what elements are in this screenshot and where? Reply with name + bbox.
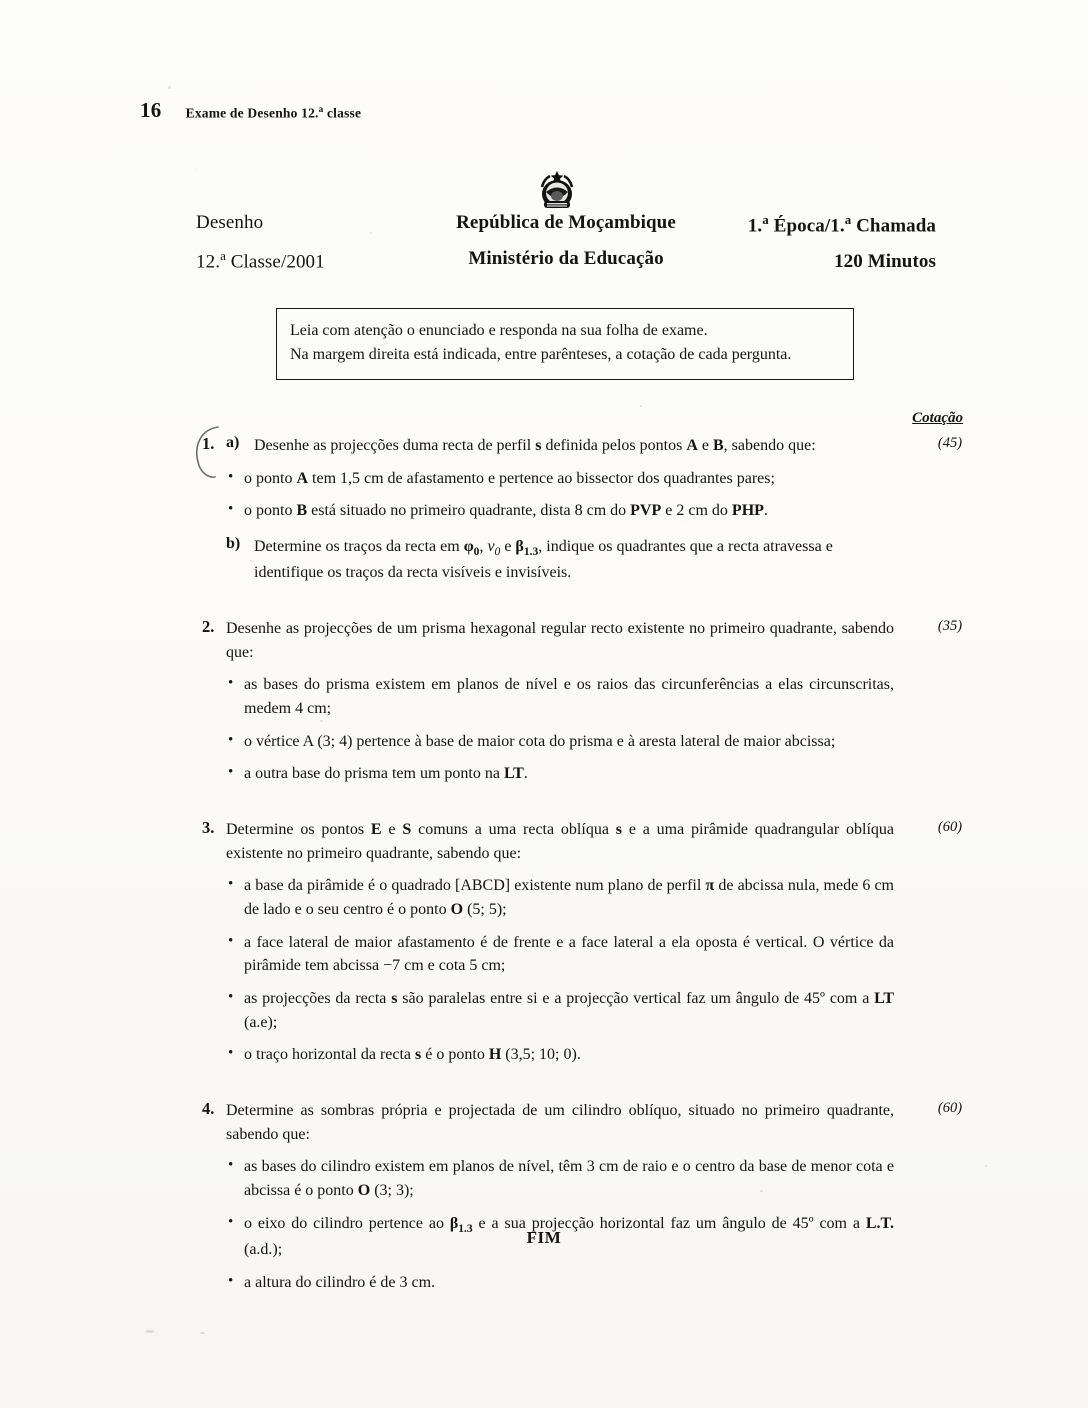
instruction-line-1: Leia com atenção o enunciado e responda na sua folha de exame. bbox=[290, 322, 708, 339]
question-1a-label: a) bbox=[226, 434, 240, 451]
class-year bbox=[196, 248, 325, 273]
country-name: República de Moçambique bbox=[456, 212, 676, 233]
q3-b3-mid: são paralelas entre si e a projecção vertical faz um ângulo de 45º com a bbox=[397, 989, 875, 1007]
question-1-cotacao: (45) bbox=[937, 435, 963, 451]
q4-b1-post: (3; 3); bbox=[370, 1182, 414, 1199]
q1b-beta-sub: 1.3 bbox=[523, 546, 539, 559]
q3-b1-point-o: O bbox=[450, 900, 464, 918]
running-head-title-tail: classe bbox=[323, 105, 362, 120]
q1a-point-a: A bbox=[686, 437, 698, 454]
question-1-header bbox=[196, 434, 986, 458]
question-2-bullet-1: • as bases do prisma existem em planos de nível e os raios das circunferências a elas circunscritas, medem 4 cm; bbox=[226, 673, 894, 720]
q1b-phi-glyph: φ bbox=[463, 538, 474, 556]
q3-b4-line-s: s bbox=[415, 1046, 422, 1064]
masthead-left bbox=[196, 212, 416, 273]
q1b-sep1: , bbox=[479, 538, 488, 556]
q3-b1-post: (5; 5); bbox=[463, 900, 507, 918]
q1a-b2-php: PHP bbox=[731, 502, 764, 520]
q1b-sep2: e bbox=[500, 538, 516, 556]
q1b-pre: Determine os traços da recta em bbox=[254, 538, 464, 556]
q3-point-s: S bbox=[402, 820, 412, 838]
exam-session-b: Época/1. bbox=[768, 215, 845, 237]
q1a-pre: Desenhe as projecções duma recta de perfil bbox=[254, 437, 536, 454]
q1a-post: , sabendo que: bbox=[723, 437, 816, 454]
q2-b3-pre: a outra base do prisma tem um ponto na bbox=[244, 765, 504, 783]
question-3-bullet-4 bbox=[226, 1043, 894, 1067]
q1a-b2-point: B bbox=[296, 502, 308, 520]
q1a-mid2: e bbox=[697, 437, 713, 454]
question-3-bullet-3 bbox=[226, 987, 894, 1034]
question-3-bullet-1 bbox=[226, 874, 894, 921]
question-1b-header bbox=[196, 535, 986, 585]
q3-b4-point-h: H bbox=[488, 1046, 502, 1064]
question-1 bbox=[196, 434, 986, 585]
question-2-bullet-2: • o vértice A (3; 4) pertence à base de maior cota do prisma e à aresta lateral de maior abcissa; bbox=[226, 730, 894, 754]
q3-b4-mid: é o ponto bbox=[421, 1046, 489, 1064]
running-head-title bbox=[186, 104, 362, 122]
question-3-stem bbox=[226, 818, 986, 865]
q3-b1-pre: a base da pirâmide é o quadrado [ABCD] existente num plano de perfil bbox=[244, 877, 706, 895]
q1b-nu-glyph: ν bbox=[487, 538, 495, 556]
q3-stem-pre: Determine os pontos bbox=[226, 820, 371, 838]
instruction-box bbox=[276, 308, 854, 380]
q1a-mid: definida pelos pontos bbox=[541, 437, 687, 454]
q2-b3-post: . bbox=[523, 765, 528, 783]
q4-b2-pre: o eixo do cilindro pertence ao bbox=[244, 1214, 450, 1232]
scan-speck bbox=[168, 86, 171, 89]
q3-b4-pre: o traço horizontal da recta bbox=[244, 1046, 416, 1064]
question-3 bbox=[196, 818, 986, 1067]
question-3-header bbox=[196, 818, 986, 865]
exam-session-sup2: a bbox=[844, 212, 852, 227]
question-1-number: 1. bbox=[202, 434, 215, 453]
q1a-b2-mid2: e 2 cm do bbox=[661, 502, 732, 520]
q3-b1-pi: π bbox=[705, 877, 715, 895]
q1b-beta-glyph: β bbox=[515, 538, 524, 556]
masthead bbox=[196, 212, 936, 273]
masthead-center bbox=[416, 212, 716, 270]
mozambique-coat-of-arms-icon bbox=[533, 165, 581, 213]
running-head-title-sup: a bbox=[318, 103, 324, 114]
q1a-b1-mid: tem 1,5 cm de afastamento e pertence ao bissector dos quadrantes pares; bbox=[308, 469, 775, 487]
question-4 bbox=[196, 1099, 986, 1294]
exam-duration: 120 Minutos bbox=[834, 251, 936, 273]
q3-b1-mid: de abcissa nula, mede 6 cm de lado e o seu centro é o ponto bbox=[244, 877, 895, 918]
q4-b2-beta-glyph: β bbox=[449, 1214, 459, 1232]
q1b-symbol-beta bbox=[515, 538, 539, 559]
question-2-bullet-3 bbox=[226, 762, 894, 786]
q3-line-s: s bbox=[615, 820, 622, 838]
question-1a-bullets bbox=[226, 467, 986, 523]
running-head-title-main: Exame de Desenho 12. bbox=[185, 105, 319, 120]
question-1a-bullet-2 bbox=[226, 499, 894, 523]
q3-b3-pre: as projecções da recta bbox=[244, 989, 392, 1007]
class-year-main: 12. bbox=[196, 251, 221, 273]
q4-b2-mid: e a sua projecção horizontal faz um ângulo de 45º com a bbox=[472, 1214, 866, 1232]
question-2-number: 2. bbox=[202, 616, 215, 636]
end-marker: FIM bbox=[526, 1228, 562, 1247]
class-year-tail: Classe/2001 bbox=[225, 251, 325, 273]
q1a-b2-mid: está situado no primeiro quadrante, dista 8 cm do bbox=[307, 502, 631, 520]
q4-b2-post: (a.d.); bbox=[244, 1240, 283, 1258]
q1b-line2: identifique os traços da recta visíveis e invisíveis. bbox=[254, 564, 572, 582]
exam-session-sup1: a bbox=[762, 212, 769, 227]
exam-session-c: Chamada bbox=[851, 215, 936, 237]
q3-b3-line-s: s bbox=[391, 989, 398, 1007]
q2-b3-lt: LT bbox=[503, 765, 524, 783]
q1b-symbol-phi bbox=[463, 538, 480, 559]
running-head bbox=[140, 98, 361, 123]
exam-session-a: 1. bbox=[747, 215, 763, 237]
q4-b1-pre: as bases do cilindro existem em planos de nível, têm 3 cm de raio e o centro da base de menor cota e abcissa é o ponto bbox=[244, 1158, 894, 1199]
class-year-sup: a bbox=[220, 248, 226, 263]
q4-b2-lt: L.T. bbox=[865, 1214, 895, 1232]
q4-b1-point-o: O bbox=[357, 1182, 371, 1199]
question-4-bullets bbox=[226, 1155, 986, 1294]
q1a-b2-pvp: PVP bbox=[630, 502, 662, 520]
question-1a-bullet-1 bbox=[226, 467, 894, 491]
q3-stem-m2: comuns a uma recta oblíqua bbox=[411, 820, 616, 838]
question-2 bbox=[196, 617, 986, 786]
subject-name: Desenho bbox=[196, 212, 264, 233]
masthead-right bbox=[716, 212, 936, 273]
question-list bbox=[196, 434, 986, 1320]
question-3-cotacao: (60) bbox=[937, 818, 963, 835]
question-4-stem: Determine as sombras própria e projectada de um cilindro oblíquo, situado no primeiro quadrante, sabendo que: bbox=[226, 1101, 894, 1143]
question-2-header bbox=[196, 617, 986, 664]
question-3-bullets bbox=[226, 874, 986, 1067]
cotacao-column-header: Cotação bbox=[912, 410, 963, 426]
q1b-symbol-nu bbox=[487, 538, 501, 559]
question-4-cotacao: (60) bbox=[937, 1099, 963, 1116]
q1a-b1-pre: o ponto bbox=[244, 469, 297, 487]
scan-speck bbox=[145, 1330, 154, 1333]
q3-stem-post: e a uma pirâmide quadrangular oblíqua existente no primeiro quadrante, sabendo que: bbox=[226, 820, 894, 862]
scan-speck bbox=[640, 405, 642, 407]
q3-b4-post: (3,5; 10; 0). bbox=[501, 1046, 581, 1064]
q1b-phi-sub: 0 bbox=[473, 546, 480, 559]
question-2-cotacao: (35) bbox=[937, 617, 963, 634]
question-3-bullet-2: • a face lateral de maior afastamento é de frente e a face lateral a ela oposta é vertical. O vértice da pirâmide tem abcissa −7 cm e cota 5 cm; bbox=[226, 931, 894, 978]
q1b-post: , indique os quadrantes que a recta atravessa e bbox=[538, 538, 833, 556]
question-4-number: 4. bbox=[202, 1098, 215, 1118]
question-4-bullet-1 bbox=[226, 1155, 894, 1202]
question-1b-label: b) bbox=[226, 535, 241, 553]
q3-stem-m1: e bbox=[381, 820, 403, 838]
question-2-stem: Desenhe as projecções de um prisma hexagonal regular recto existente no primeiro quadrante, sabendo que: bbox=[226, 619, 894, 661]
instruction-line-2: Na margem direita está indicada, entre parênteses, a cotação de cada pergunta. bbox=[290, 346, 792, 364]
q1b-nu-sub: 0 bbox=[494, 546, 501, 559]
question-1b-text bbox=[254, 535, 986, 585]
q1a-b1-point: A bbox=[296, 469, 309, 487]
q3-point-e: E bbox=[370, 820, 382, 838]
scan-speck bbox=[200, 1332, 205, 1334]
q3-b3-lt: LT bbox=[874, 989, 894, 1007]
question-4-header bbox=[196, 1099, 986, 1146]
question-3-number: 3. bbox=[202, 817, 215, 837]
q1a-line-s: s bbox=[535, 437, 542, 454]
page-folio: 16 bbox=[140, 98, 162, 122]
question-2-bullets bbox=[226, 673, 986, 786]
question-1a-text bbox=[254, 434, 986, 458]
q3-b3-post: (a.e); bbox=[244, 1013, 278, 1031]
ministry-name: Ministério da Educação bbox=[468, 248, 664, 269]
q1a-b2-pre: o ponto bbox=[244, 502, 297, 520]
q1a-b2-post: . bbox=[763, 502, 768, 520]
q4-b2-beta-sub: 1.3 bbox=[458, 1222, 473, 1235]
question-4-bullet-3: • a altura do cilindro é de 3 cm. bbox=[226, 1271, 894, 1295]
q1a-point-b: B bbox=[712, 437, 724, 454]
exam-session bbox=[748, 212, 936, 237]
